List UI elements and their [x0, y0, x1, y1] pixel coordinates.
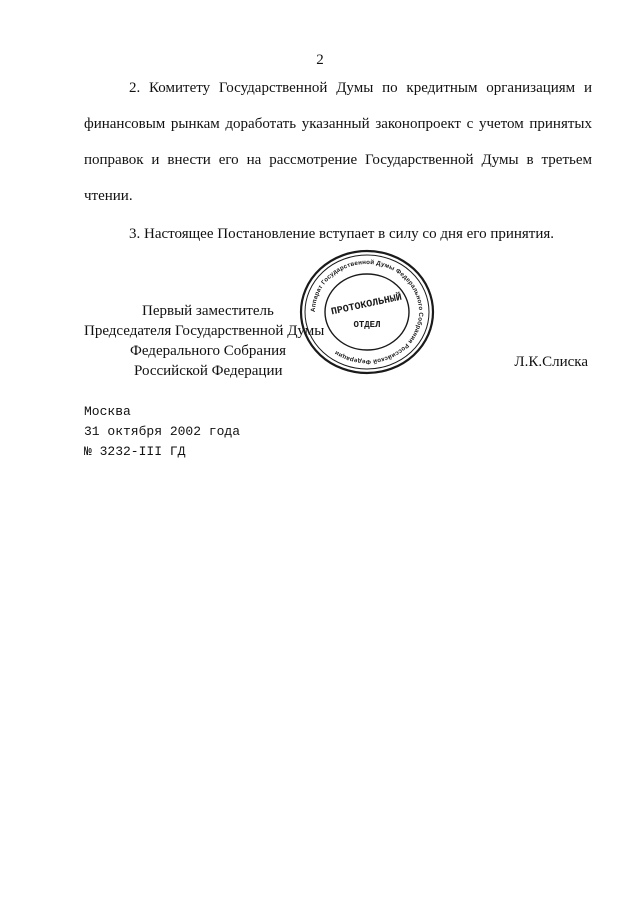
paragraph-item-2: 2. Комитету Государственной Думы по кредитным организациям и финансовым рынкам доработать указанный законопроект с учетом принятых поправок и внести его на рассмотрение Государственной Думы в третьем чтении. — [84, 80, 592, 204]
signatory-title-line-3: Федерального Собрания — [130, 343, 287, 359]
signatory-title-line-4: Российской Федерации — [134, 363, 283, 379]
signatory-title-line-1: Первый заместитель — [142, 303, 274, 319]
seal-center-text-1: ПРОТОКОЛЬНЫЙ — [330, 292, 404, 319]
seal-center-text-2: ОТДЕЛ — [353, 320, 381, 330]
paragraph-item-3: 3. Настоящее Постановление вступает в силу со дня его принятия. — [129, 226, 555, 242]
document-footer — [84, 402, 240, 462]
svg-text:Аппарат Государственной Думы Ф — [310, 259, 424, 365]
signatory-name: Л.К.Слиска — [514, 354, 588, 370]
page-number: 2 — [316, 52, 324, 68]
footer-city: Москва — [84, 404, 131, 419]
signatory-title-line-2: Председателя Государственной Думы — [84, 323, 325, 339]
footer-number: № 3232-III ГД — [84, 444, 186, 459]
official-stamp-seal — [297, 247, 437, 377]
seal-ring-text: Аппарат Государственной Думы Федерального Собрания Российской Федерации — [309, 258, 425, 366]
footer-date: 31 октября 2002 года — [84, 424, 241, 439]
